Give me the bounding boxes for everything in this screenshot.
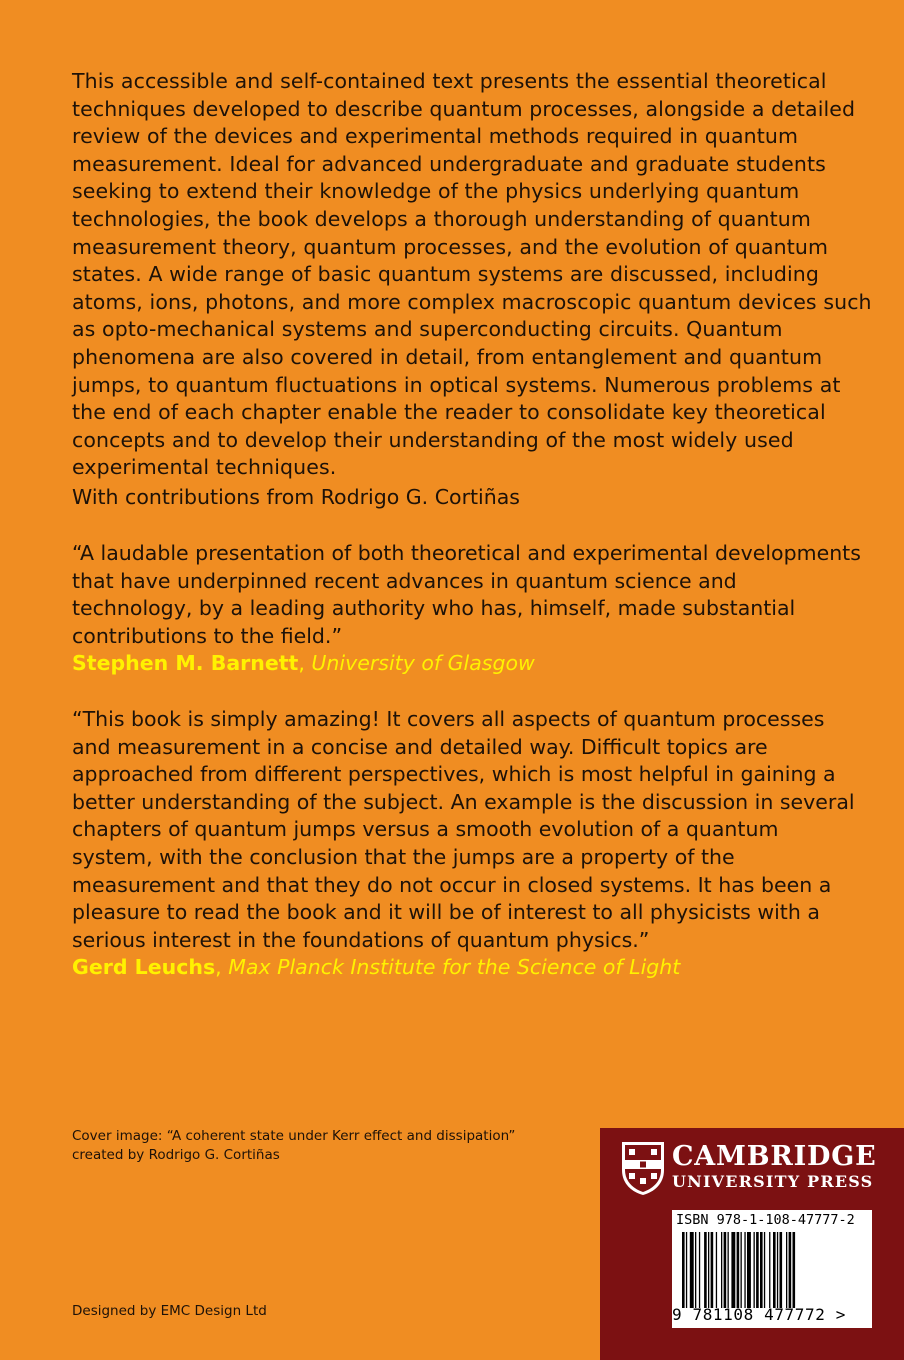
barcode-bar [789, 1232, 792, 1308]
isbn-label: ISBN 978-1-108-47777-2 [676, 1212, 855, 1228]
barcode-bar [793, 1232, 796, 1308]
book-description: This accessible and self-contained text presents the essential theoretical techniques developed to describe quantum processes, alongside a detailed review of the devices and experimental methods required in quantum measurement. Ideal for advanced undergraduate and graduate students seeking to extend their knowledge of the physics underlying quantum technologies, the book develops a thorough understanding of quantum measurement theory, quantum processes, and the evolution of quantum states. A wide range of basic quantum systems are discussed, including atoms, ions, photons, and more complex macroscopic quantum devices such as opto-mechanical systems and superconducting circuits. Quantum phenomena are also covered in detail, from entanglement and quantum jumps, to quantum fluctuations in optical systems. Numerous problems at the end of each chapter enable the reader to consolidate key theoretical concepts and to develop their understanding of the most widely used experimental techniques. [72, 69, 872, 480]
barcode-bar [764, 1232, 765, 1308]
barcode-bar [686, 1232, 687, 1308]
barcode-bar [780, 1232, 783, 1308]
review-quote: “A laudable presentation of both theoretical and experimental developments that have underpinned recent advances in quantum science and technology, by a leading authority who has, himself, made substantial contributions to the field.” [72, 541, 861, 648]
barcode-bar [731, 1232, 735, 1308]
review-attribution: Gerd Leuchs, Max Planck Institute for the Science of Light [72, 955, 681, 980]
contributions-note: With contributions from Rodrigo G. Cortiñas [72, 485, 520, 509]
barcode-bar [756, 1232, 759, 1308]
barcode-bar [728, 1232, 729, 1308]
barcode-bar [699, 1232, 700, 1308]
barcode-bar [690, 1232, 694, 1308]
publisher-name [672, 1142, 876, 1192]
barcode-bar [744, 1232, 745, 1308]
reviewer-affiliation: Max Planck Institute for the Science of Light [228, 955, 681, 980]
barcode-bar [773, 1232, 776, 1308]
reviewer-name: Stephen M. Barnett [72, 651, 299, 676]
reviewer-name: Gerd Leuchs [72, 955, 216, 980]
cover-credit-line-1: Cover image: “A coherent state under Kerr effect and dissipation” [72, 1128, 516, 1144]
barcode-bar [741, 1232, 742, 1308]
barcode-bar [747, 1232, 751, 1308]
barcode-bar [777, 1232, 778, 1308]
barcode-bar [708, 1232, 709, 1308]
barcode-icon [682, 1232, 864, 1308]
cover-image-credit [72, 1127, 515, 1165]
barcode-bar [760, 1232, 763, 1308]
barcode-bar [754, 1232, 755, 1308]
barcode-bar [769, 1232, 770, 1308]
review-1 [72, 540, 862, 678]
cover-credit-line-2: created by Rodrigo G. Cortiñas [72, 1147, 280, 1163]
barcode-bar [711, 1232, 714, 1308]
publisher-panel [600, 1128, 904, 1360]
review-2 [72, 706, 862, 982]
designer-credit: Designed by EMC Design Ltd [72, 1303, 267, 1319]
barcode-bar [724, 1232, 727, 1308]
barcode-digits: 9 781108 477772 > [672, 1305, 846, 1324]
barcode-bar [704, 1232, 707, 1308]
barcode-bar [716, 1232, 717, 1308]
publisher-name-line-1: CAMBRIDGE [672, 1141, 877, 1172]
barcode-bar [721, 1232, 722, 1308]
barcode-bar [737, 1232, 740, 1308]
publisher-name-line-2: UNIVERSITY PRESS [672, 1172, 874, 1191]
review-quote: “This book is simply amazing! It covers all aspects of quantum processes and measurement in a concise and detailed way. Difficult topics are approached from different perspectives, which is most helpful in gaining a better understanding of the subject. An example is the discussion in several chapters of quantum jumps versus a smooth evolution of a quantum system, with the conclusion that the jumps are a property of the measurement and that they do not occur in closed systems. It has been a pleasure to read the book and it will be of interest to all physicists with a serious interest in the foundations of quantum physics.” [72, 707, 855, 952]
isbn-barcode [672, 1210, 872, 1328]
review-attribution: Stephen M. Barnett, University of Glasgow [72, 651, 535, 676]
barcode-bar [695, 1232, 696, 1308]
barcode-bar [786, 1232, 787, 1308]
reviewer-affiliation: University of Glasgow [311, 651, 535, 676]
barcode-bar [682, 1232, 685, 1308]
blurb-container [72, 68, 872, 482]
cambridge-crest-icon [620, 1140, 666, 1196]
